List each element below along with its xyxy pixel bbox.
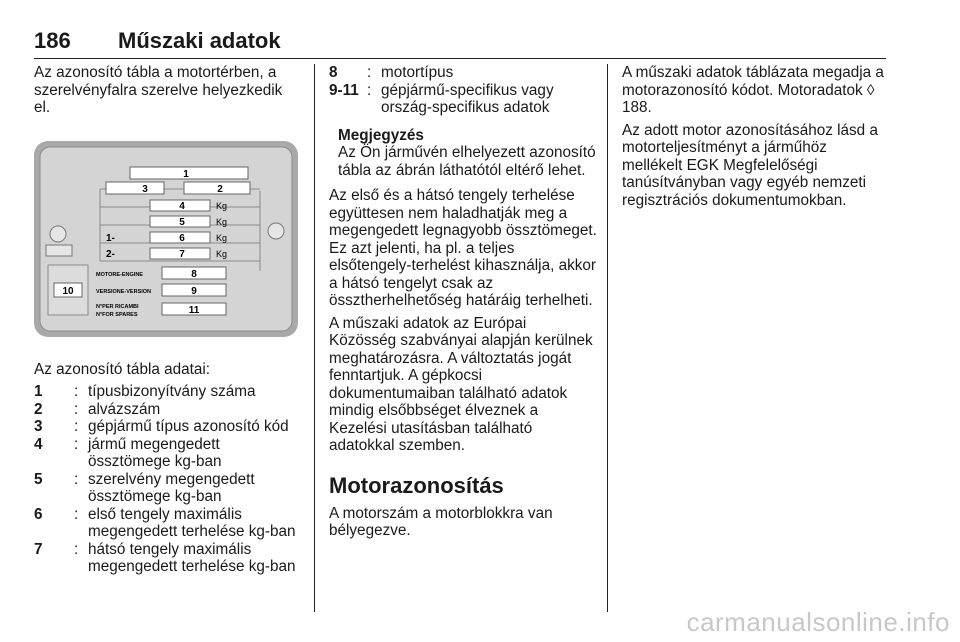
definition-item: 8 : motortípus xyxy=(329,64,454,81)
kg-unit: Kg xyxy=(216,248,228,259)
definition-item: 5 : szerelvény megengedett össztömege kg-ban xyxy=(34,470,255,505)
rivet-right xyxy=(268,223,284,239)
column-1 xyxy=(34,64,302,576)
axle-label-1: 1- xyxy=(106,232,115,244)
id-plate-figure xyxy=(34,141,298,337)
engine-number-paragraph: A motorszám a motorblokkra van bélyegezve. xyxy=(329,504,553,539)
plate-definitions-cont xyxy=(329,64,597,117)
version-caption: VERSIONE-VERSION xyxy=(96,288,152,295)
definition-item: 6 : első tengely maximális megengedett terhelése kg-ban xyxy=(34,505,296,540)
note-box xyxy=(338,127,597,180)
kg-unit: Kg xyxy=(216,216,228,227)
column-divider xyxy=(314,64,315,612)
page-header xyxy=(34,26,886,59)
definition-item: 3 : gépjármű típus azonosító kód xyxy=(34,418,289,435)
spares-caption-1: N°PER RICAMBI xyxy=(96,303,139,310)
column-2 xyxy=(329,64,597,545)
page-number: 186 xyxy=(34,28,71,53)
field-label-11: 11 xyxy=(188,304,200,316)
note-title: Megjegyzés xyxy=(338,126,424,144)
field-label-10: 10 xyxy=(62,285,74,297)
small-box xyxy=(46,245,72,256)
plate-definitions xyxy=(34,383,302,576)
watermark-brand: carmanualsonline.info xyxy=(686,607,950,637)
plate-caption: Az azonosító tábla adatai: xyxy=(34,360,211,378)
column-3 xyxy=(622,64,890,214)
intro-paragraph: Az azonosító tábla a motortérben, a szerelvényfalra szerelve helyezkedik el. xyxy=(34,64,283,116)
definition-item: 2 : alvázszám xyxy=(34,400,161,418)
field-label-3: 3 xyxy=(142,183,148,195)
field-label-6: 6 xyxy=(179,232,185,244)
engine-code-paragraph: A műszaki adatok táblázata megadja a motorazonosító kódot. Motoradatok ◊ 188. xyxy=(622,64,884,116)
field-label-1: 1 xyxy=(183,168,189,180)
spares-caption-2: N°FOR SPARES xyxy=(96,311,138,318)
engine-caption: MOTORE-ENGINE xyxy=(96,271,143,278)
definition-item: 1 : típusbizonyítvány száma xyxy=(34,383,256,400)
field-label-4: 4 xyxy=(179,200,185,212)
definition-item: 7 : hátsó tengely maximális megengedett terhelése kg-ban xyxy=(34,540,296,575)
field-label-2: 2 xyxy=(217,183,223,195)
column-divider xyxy=(607,64,608,612)
definition-item: 4 : jármű megengedett össztömege kg-ban xyxy=(34,435,222,470)
field-label-5: 5 xyxy=(179,216,185,228)
definition-item: 9-11 : gépjármű-specifikus vagy ország-specifikus adatok xyxy=(329,81,554,116)
id-plate-diagram xyxy=(34,141,298,337)
note-text: Az Ön járművén elhelyezett azonosító tábla az ábrán láthatótól eltérő lehet. xyxy=(338,144,596,179)
axle-load-paragraph: Az első és a hátsó tengely terhelése együttesen nem haladhatják meg a megengedett legnagyobb össztömeget. Ez azt jelenti, ha pl. a teljes elsőtengely-terhelést kihasználja, akkor a hátsó tengelyt csak az össztherhelhetőség határáig terhelheti. xyxy=(329,187,597,309)
axle-label-2: 2- xyxy=(106,248,115,260)
field-label-7: 7 xyxy=(179,248,185,260)
section-title-engine-id: Motorazonosítás xyxy=(329,472,504,498)
page-title: Műszaki adatok xyxy=(118,28,281,53)
standards-paragraph: A műszaki adatok az Európai Közösség szabványai alapján kerülnek meghatározásra. A változtatás jogát fenntartjuk. A gépkocsi dokumentumaiban található adatok mindig elsőbbséget élveznek a Kezelési utasításban található adatokkal szemben. xyxy=(329,314,593,454)
kg-unit: Kg xyxy=(216,232,228,243)
field-3 xyxy=(106,182,164,194)
field-label-8: 8 xyxy=(191,268,197,280)
kg-unit: Kg xyxy=(216,200,228,211)
engine-identification-paragraph: Az adott motor azonosításához lásd a motorteljesítményt a járműhöz mellékelt EGK Megfelelőségi tanúsítványban vagy egyéb nemzeti regisztrációs dokumentumokban. xyxy=(622,121,878,209)
rivet-left xyxy=(50,226,66,242)
field-1 xyxy=(130,167,248,179)
field-label-9: 9 xyxy=(191,285,197,297)
